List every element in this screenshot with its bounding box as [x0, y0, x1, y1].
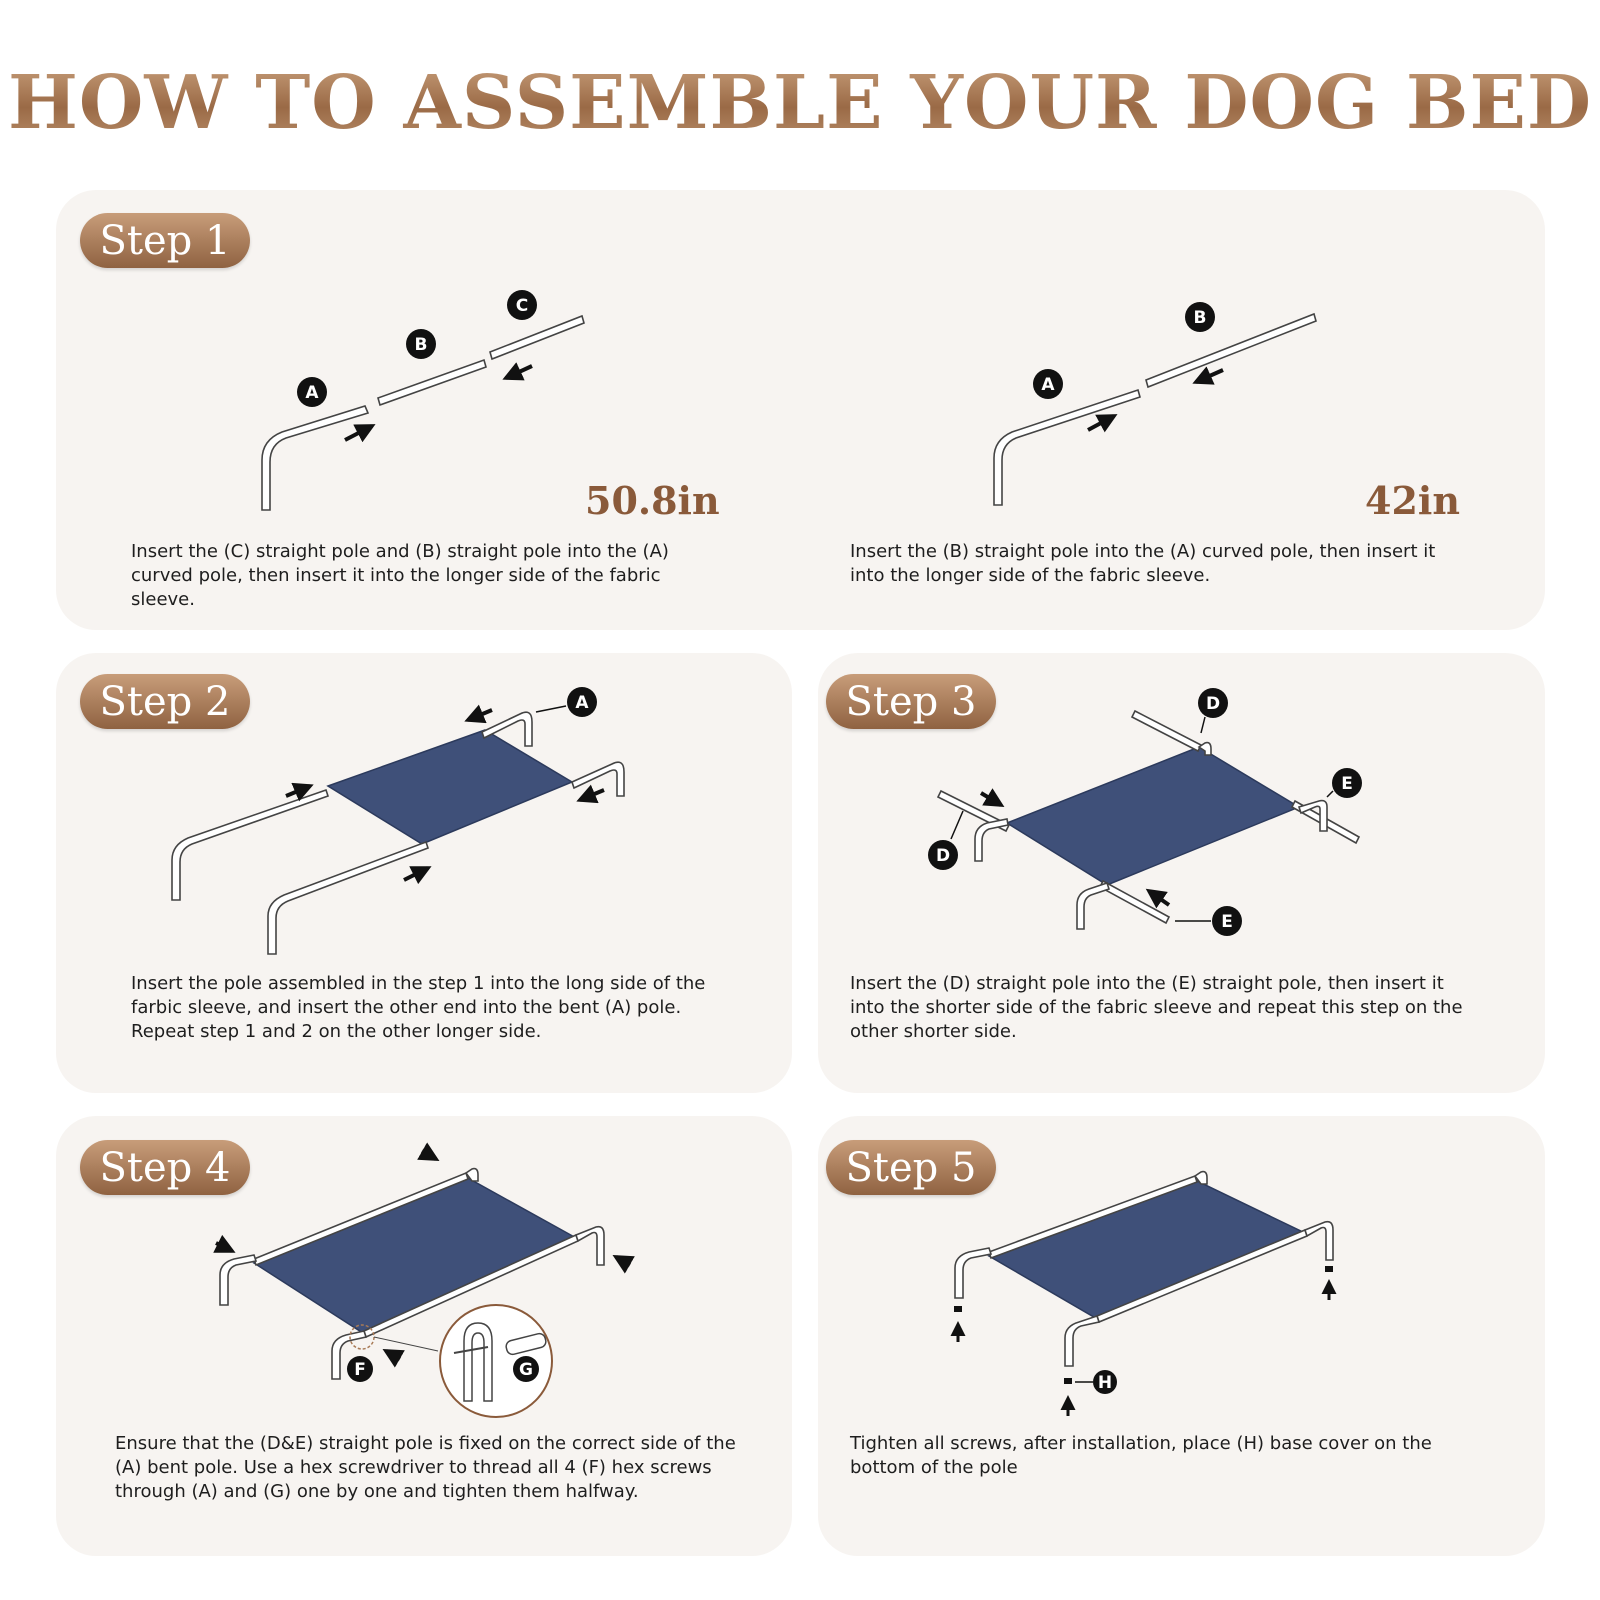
svg-text:F: F: [354, 1360, 366, 1380]
step-1-long-dimension: 50.8in: [585, 478, 720, 523]
arrow-icon: [1149, 891, 1169, 905]
frame-leg-front: [1065, 1316, 1099, 1366]
svg-text:A: A: [575, 693, 589, 713]
base-cover: [1064, 1378, 1072, 1384]
svg-text:G: G: [519, 1360, 533, 1380]
straight-pole-e-bottom: [1100, 881, 1169, 923]
svg-text:C: C: [515, 296, 529, 316]
marker-c: [507, 290, 537, 320]
arrow-icon: [386, 1351, 400, 1359]
curved-pole-a: [994, 390, 1140, 505]
marker-a: [567, 687, 597, 717]
svg-text:E: E: [1221, 912, 1233, 932]
marker-a: [297, 377, 327, 407]
svg-text:A: A: [305, 383, 319, 403]
step-4-badge: Step 4: [80, 1140, 250, 1195]
arrow-icon: [1088, 416, 1114, 430]
base-cover: [1325, 1266, 1333, 1272]
frame-leg-left: [955, 1248, 991, 1298]
step-2-description: Insert the pole assembled in the step 1 into the long side of the farbic sleeve, and insert the other end into the bent (A) pole. Repeat step 1 and 2 on the other longer side.: [131, 973, 706, 1042]
arrow-icon: [1196, 370, 1223, 382]
fabric-sleeve: [1007, 747, 1299, 885]
step-1-long-description: Insert the (C) straight pole and (B) straight pole into the (A) curved pole, then insert it into the longer side of the fabric sleeve.: [131, 541, 669, 610]
arrow-icon: [422, 1151, 436, 1159]
straight-pole-d-top: [1132, 711, 1201, 751]
arrow-icon: [345, 426, 372, 440]
svg-text:D: D: [935, 846, 951, 866]
svg-text:D: D: [1205, 694, 1221, 714]
svg-text:B: B: [414, 335, 428, 355]
arrow-icon: [404, 868, 428, 880]
frame-leg-back-right: [576, 1227, 604, 1265]
svg-text:E: E: [1341, 774, 1353, 794]
step-1-short-description: Insert the (B) straight pole into the (A) curved pole, then insert it into the longer side of the fabric sleeve.: [850, 541, 1436, 586]
svg-text:A: A: [1041, 375, 1055, 395]
marker-d: [928, 840, 958, 870]
base-cover: [954, 1306, 962, 1312]
step-3-description: Insert the (D) straight pole into the (E) straight pole, then insert it into the shorter side of the fabric sleeve and repeat this step on the other shorter side.: [850, 973, 1463, 1042]
step-4-diagram: [210, 1145, 650, 1425]
step-4-description: Ensure that the (D&E) straight pole is fixed on the correct side of the (A) bent pole. Use a hex screwdriver to thread all 4 (F) hex screws through (A) and (G) one by one and tighten them halfway.: [115, 1433, 736, 1502]
marker-f: [347, 1356, 373, 1382]
marker-e: [1212, 906, 1242, 936]
marker-b: [1185, 302, 1215, 332]
step-1-long-pole-diagram: [240, 280, 620, 520]
arrow-icon: [506, 366, 532, 378]
marker-g: [513, 1356, 539, 1382]
step-5-description: Tighten all screws, after installation, place (H) base cover on the bottom of the pole: [850, 1433, 1432, 1478]
marker-d: [1198, 688, 1228, 718]
step-2-diagram: [160, 690, 660, 970]
arrow-icon: [286, 786, 310, 796]
step-2-badge: Step 2: [80, 674, 250, 729]
arrow-icon: [468, 710, 492, 720]
marker-a: [1033, 369, 1063, 399]
marker-e: [1332, 768, 1362, 798]
step-1-badge: Step 1: [80, 213, 250, 268]
step-1-short-pole-diagram: [990, 290, 1350, 520]
marker-b: [406, 329, 436, 359]
frame-leg-right: [1305, 1222, 1333, 1260]
arrow-icon: [981, 793, 1001, 805]
fabric-sleeve: [328, 730, 572, 844]
arrow-icon: [580, 790, 604, 800]
step-1-short-dimension: 42in: [1365, 478, 1460, 523]
marker-h: [1093, 1370, 1117, 1394]
arrow-icon: [616, 1257, 630, 1265]
straight-pole-b: [1146, 314, 1316, 387]
page-title: HOW TO ASSEMBLE YOUR DOG BED: [0, 60, 1600, 146]
step-3-badge: Step 3: [826, 674, 996, 729]
bent-pole-left: [975, 819, 1008, 861]
frame-leg-front-left: [220, 1255, 256, 1305]
bent-pole-bottom: [1077, 883, 1109, 929]
arrow-icon: [216, 1243, 232, 1251]
step-3-diagram: [935, 695, 1395, 955]
curved-pole-a: [262, 406, 368, 510]
step-5-diagram: [945, 1160, 1365, 1430]
long-pole-left: [172, 790, 328, 900]
svg-text:B: B: [1193, 308, 1207, 328]
straight-pole-b: [378, 360, 486, 405]
svg-text:H: H: [1097, 1373, 1113, 1393]
straight-pole-c: [490, 316, 584, 359]
long-pole-right: [268, 842, 428, 954]
step-5-badge: Step 5: [826, 1140, 996, 1195]
